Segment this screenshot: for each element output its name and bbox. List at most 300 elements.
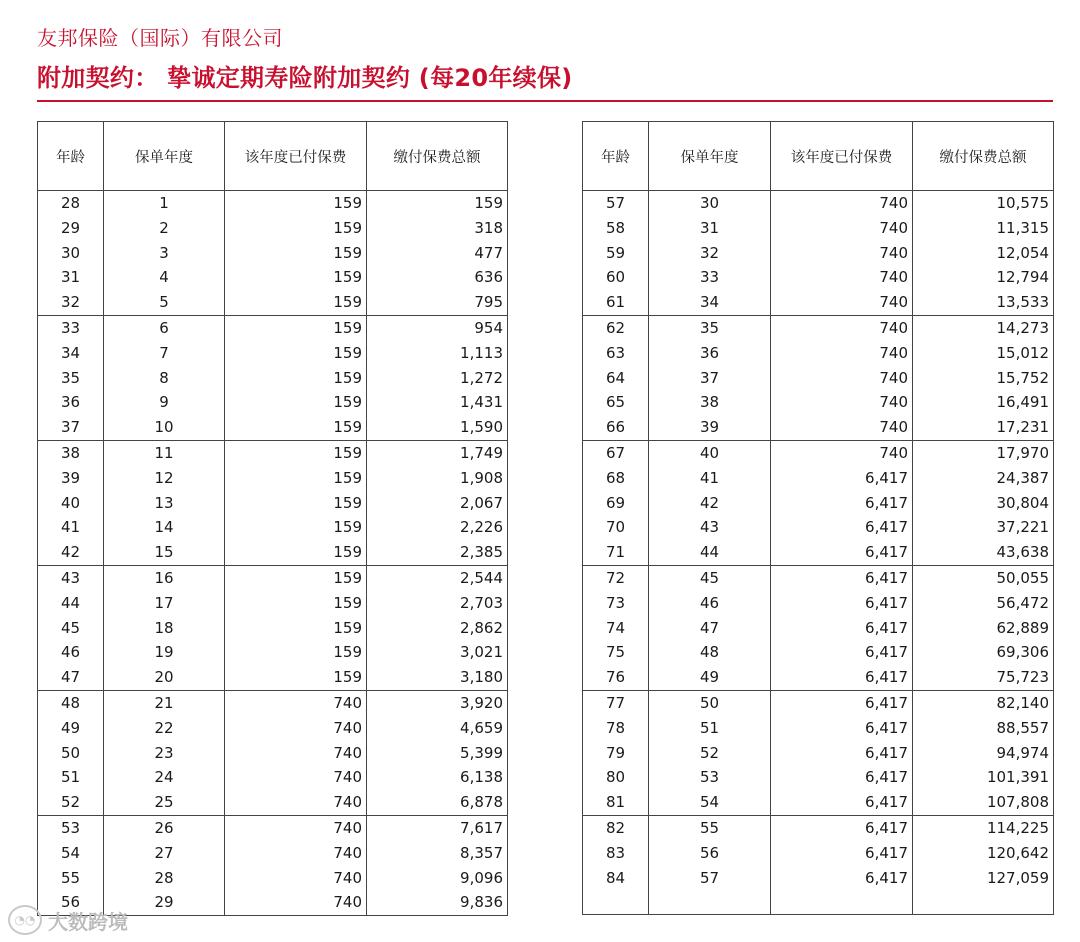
cell-age: 75 <box>583 640 649 665</box>
cell-policy-year: 39 <box>649 415 771 440</box>
table-row <box>583 616 1054 641</box>
table-row <box>583 765 1054 790</box>
cell-age: 66 <box>583 415 649 440</box>
cell-age: 31 <box>38 265 104 290</box>
cell-age: 57 <box>583 191 649 216</box>
cell-policy-year: 11 <box>104 440 225 465</box>
cell-total-premium: 2,703 <box>367 591 508 616</box>
cell-annual-premium: 740 <box>225 741 367 766</box>
cell-policy-year: 52 <box>649 741 771 766</box>
cell-annual-premium: 740 <box>771 415 913 440</box>
cell-total-premium: 1,431 <box>367 390 508 415</box>
cell-total-premium: 101,391 <box>913 765 1054 790</box>
cell-annual-premium: 740 <box>771 315 913 340</box>
cell-age: 42 <box>38 540 104 565</box>
table-row <box>38 841 508 866</box>
cell-age: 54 <box>38 841 104 866</box>
column-header-annual-premium: 该年度已付保费 <box>225 122 367 191</box>
table-row <box>38 565 508 590</box>
cell-annual-premium: 159 <box>225 390 367 415</box>
cell-total-premium: 12,054 <box>913 241 1054 266</box>
cell-annual-premium: 740 <box>771 366 913 391</box>
cell-policy-year: 9 <box>104 390 225 415</box>
cell-policy-year: 23 <box>104 741 225 766</box>
table-row <box>38 191 508 216</box>
cell-policy-year: 41 <box>649 466 771 491</box>
cell-annual-premium: 159 <box>225 540 367 565</box>
table-row <box>583 790 1054 815</box>
table-row <box>583 515 1054 540</box>
cell-annual-premium: 740 <box>225 866 367 891</box>
cell-annual-premium: 159 <box>225 565 367 590</box>
cell-annual-premium: 740 <box>771 290 913 315</box>
cell-policy-year: 33 <box>649 265 771 290</box>
cell-age: 79 <box>583 741 649 766</box>
table-row <box>38 765 508 790</box>
cell-annual-premium: 159 <box>225 665 367 690</box>
table-row <box>38 716 508 741</box>
table-row <box>38 591 508 616</box>
cell-policy-year: 19 <box>104 640 225 665</box>
cell-policy-year: 5 <box>104 290 225 315</box>
cell-age: 65 <box>583 390 649 415</box>
cell-age: 30 <box>38 241 104 266</box>
table-row <box>583 191 1054 216</box>
table-row <box>583 216 1054 241</box>
cell-policy-year: 2 <box>104 216 225 241</box>
cell-annual-premium: 159 <box>225 241 367 266</box>
cell-annual-premium: 6,417 <box>771 690 913 715</box>
cell-annual-premium: 6,417 <box>771 665 913 690</box>
cell-total-premium: 12,794 <box>913 265 1054 290</box>
cell-annual-premium: 6,417 <box>771 640 913 665</box>
table-row <box>583 841 1054 866</box>
cell-total-premium: 94,974 <box>913 741 1054 766</box>
cell-age: 29 <box>38 216 104 241</box>
column-header-total-premium: 缴付保费总额 <box>367 122 508 191</box>
table-row <box>583 716 1054 741</box>
cell-total-premium: 43,638 <box>913 540 1054 565</box>
table-row <box>583 565 1054 590</box>
cell-total-premium: 11,315 <box>913 216 1054 241</box>
cell-annual-premium: 740 <box>225 716 367 741</box>
cell-age: 67 <box>583 440 649 465</box>
table-row <box>38 366 508 391</box>
cell-age: 56 <box>38 890 104 915</box>
table-row <box>583 540 1054 565</box>
table-row <box>583 440 1054 465</box>
cell-annual-premium: 740 <box>225 841 367 866</box>
cell-total-premium: 159 <box>367 191 508 216</box>
premium-table-right <box>582 121 1054 915</box>
cell-age: 73 <box>583 591 649 616</box>
empty-cell <box>913 890 1054 915</box>
cell-total-premium: 2,544 <box>367 565 508 590</box>
cell-total-premium: 15,012 <box>913 341 1054 366</box>
cell-annual-premium: 740 <box>225 815 367 840</box>
cell-policy-year: 17 <box>104 591 225 616</box>
cell-annual-premium: 740 <box>225 765 367 790</box>
cell-annual-premium: 159 <box>225 491 367 516</box>
cell-policy-year: 57 <box>649 866 771 891</box>
table-filler-row <box>583 890 1054 915</box>
cell-annual-premium: 159 <box>225 616 367 641</box>
table-row <box>38 665 508 690</box>
cell-age: 51 <box>38 765 104 790</box>
cell-policy-year: 31 <box>649 216 771 241</box>
table-row <box>583 415 1054 440</box>
cell-annual-premium: 740 <box>771 241 913 266</box>
cell-age: 72 <box>583 565 649 590</box>
cell-age: 74 <box>583 616 649 641</box>
cell-annual-premium: 159 <box>225 315 367 340</box>
cell-total-premium: 14,273 <box>913 315 1054 340</box>
cell-annual-premium: 159 <box>225 290 367 315</box>
cell-age: 48 <box>38 690 104 715</box>
cell-total-premium: 2,385 <box>367 540 508 565</box>
cell-policy-year: 20 <box>104 665 225 690</box>
cell-annual-premium: 159 <box>225 640 367 665</box>
cell-annual-premium: 6,417 <box>771 716 913 741</box>
cell-annual-premium: 6,417 <box>771 565 913 590</box>
empty-cell <box>771 890 913 915</box>
cell-annual-premium: 740 <box>771 216 913 241</box>
cell-policy-year: 53 <box>649 765 771 790</box>
cell-policy-year: 16 <box>104 565 225 590</box>
empty-cell <box>583 890 649 915</box>
cell-age: 76 <box>583 665 649 690</box>
cell-annual-premium: 740 <box>771 191 913 216</box>
company-name: 友邦保险（国际）有限公司 <box>37 26 283 50</box>
table-row <box>38 216 508 241</box>
cell-age: 45 <box>38 616 104 641</box>
table-row <box>583 290 1054 315</box>
table-row <box>583 491 1054 516</box>
cell-policy-year: 44 <box>649 540 771 565</box>
cell-total-premium: 120,642 <box>913 841 1054 866</box>
table-row <box>583 241 1054 266</box>
cell-policy-year: 13 <box>104 491 225 516</box>
table-body-left <box>38 191 508 916</box>
cell-age: 52 <box>38 790 104 815</box>
cell-age: 59 <box>583 241 649 266</box>
column-header-age: 年龄 <box>38 122 104 191</box>
watermark-logo-icon: ◔◔ <box>8 905 42 935</box>
table-row <box>38 290 508 315</box>
table-row <box>583 591 1054 616</box>
cell-age: 46 <box>38 640 104 665</box>
cell-total-premium: 2,226 <box>367 515 508 540</box>
cell-age: 53 <box>38 815 104 840</box>
cell-annual-premium: 159 <box>225 591 367 616</box>
cell-age: 41 <box>38 515 104 540</box>
cell-policy-year: 51 <box>649 716 771 741</box>
cell-policy-year: 46 <box>649 591 771 616</box>
cell-total-premium: 50,055 <box>913 565 1054 590</box>
cell-policy-year: 55 <box>649 815 771 840</box>
cell-age: 81 <box>583 790 649 815</box>
cell-age: 34 <box>38 341 104 366</box>
cell-annual-premium: 740 <box>225 790 367 815</box>
cell-total-premium: 9,096 <box>367 866 508 891</box>
cell-annual-premium: 6,417 <box>771 765 913 790</box>
cell-total-premium: 2,067 <box>367 491 508 516</box>
column-header-total-premium: 缴付保费总额 <box>913 122 1054 191</box>
cell-annual-premium: 159 <box>225 191 367 216</box>
cell-age: 84 <box>583 866 649 891</box>
table-row <box>38 790 508 815</box>
cell-annual-premium: 159 <box>225 515 367 540</box>
cell-age: 47 <box>38 665 104 690</box>
cell-total-premium: 88,557 <box>913 716 1054 741</box>
cell-age: 38 <box>38 440 104 465</box>
cell-total-premium: 1,749 <box>367 440 508 465</box>
cell-policy-year: 50 <box>649 690 771 715</box>
cell-policy-year: 3 <box>104 241 225 266</box>
cell-annual-premium: 159 <box>225 265 367 290</box>
cell-annual-premium: 6,417 <box>771 790 913 815</box>
cell-annual-premium: 159 <box>225 216 367 241</box>
table-row <box>583 665 1054 690</box>
cell-policy-year: 32 <box>649 241 771 266</box>
cell-age: 32 <box>38 290 104 315</box>
cell-total-premium: 24,387 <box>913 466 1054 491</box>
table-row <box>583 390 1054 415</box>
cell-policy-year: 12 <box>104 466 225 491</box>
cell-annual-premium: 740 <box>771 390 913 415</box>
watermark <box>8 904 128 936</box>
premium-table-left <box>37 121 508 916</box>
cell-policy-year: 49 <box>649 665 771 690</box>
page-title: 附加契约： 挚诚定期寿险附加契约 (每20年续保) <box>37 64 573 92</box>
table-row <box>38 741 508 766</box>
cell-age: 50 <box>38 741 104 766</box>
cell-total-premium: 477 <box>367 241 508 266</box>
table-row <box>583 341 1054 366</box>
cell-age: 43 <box>38 565 104 590</box>
cell-total-premium: 7,617 <box>367 815 508 840</box>
cell-annual-premium: 740 <box>771 341 913 366</box>
cell-total-premium: 795 <box>367 290 508 315</box>
cell-annual-premium: 740 <box>225 890 367 915</box>
cell-policy-year: 35 <box>649 315 771 340</box>
table-row <box>38 690 508 715</box>
cell-age: 55 <box>38 866 104 891</box>
table-row <box>583 690 1054 715</box>
cell-policy-year: 14 <box>104 515 225 540</box>
table-row <box>38 540 508 565</box>
cell-annual-premium: 6,417 <box>771 815 913 840</box>
cell-total-premium: 1,590 <box>367 415 508 440</box>
cell-annual-premium: 6,417 <box>771 540 913 565</box>
cell-total-premium: 17,231 <box>913 415 1054 440</box>
cell-age: 49 <box>38 716 104 741</box>
table-row <box>38 341 508 366</box>
table-row <box>38 315 508 340</box>
table-row <box>38 616 508 641</box>
cell-total-premium: 62,889 <box>913 616 1054 641</box>
cell-policy-year: 38 <box>649 390 771 415</box>
cell-annual-premium: 6,417 <box>771 591 913 616</box>
cell-age: 71 <box>583 540 649 565</box>
cell-total-premium: 16,491 <box>913 390 1054 415</box>
cell-total-premium: 6,878 <box>367 790 508 815</box>
cell-age: 33 <box>38 315 104 340</box>
table-row <box>583 866 1054 891</box>
cell-total-premium: 10,575 <box>913 191 1054 216</box>
cell-annual-premium: 6,417 <box>771 491 913 516</box>
column-header-annual-premium: 该年度已付保费 <box>771 122 913 191</box>
cell-policy-year: 37 <box>649 366 771 391</box>
cell-total-premium: 3,180 <box>367 665 508 690</box>
cell-policy-year: 6 <box>104 315 225 340</box>
cell-policy-year: 22 <box>104 716 225 741</box>
cell-policy-year: 26 <box>104 815 225 840</box>
cell-total-premium: 318 <box>367 216 508 241</box>
table-row <box>38 415 508 440</box>
empty-cell <box>649 890 771 915</box>
cell-annual-premium: 6,417 <box>771 515 913 540</box>
cell-annual-premium: 6,417 <box>771 466 913 491</box>
cell-total-premium: 8,357 <box>367 841 508 866</box>
cell-age: 62 <box>583 315 649 340</box>
cell-policy-year: 10 <box>104 415 225 440</box>
cell-total-premium: 5,399 <box>367 741 508 766</box>
cell-total-premium: 6,138 <box>367 765 508 790</box>
table-row <box>38 466 508 491</box>
table-row <box>38 815 508 840</box>
cell-policy-year: 56 <box>649 841 771 866</box>
cell-policy-year: 54 <box>649 790 771 815</box>
table-header-row <box>583 122 1054 191</box>
cell-total-premium: 37,221 <box>913 515 1054 540</box>
cell-age: 77 <box>583 690 649 715</box>
cell-annual-premium: 6,417 <box>771 866 913 891</box>
cell-total-premium: 69,306 <box>913 640 1054 665</box>
cell-policy-year: 24 <box>104 765 225 790</box>
cell-age: 61 <box>583 290 649 315</box>
cell-total-premium: 127,059 <box>913 866 1054 891</box>
cell-annual-premium: 6,417 <box>771 741 913 766</box>
cell-age: 83 <box>583 841 649 866</box>
cell-age: 58 <box>583 216 649 241</box>
table-row <box>583 466 1054 491</box>
cell-age: 40 <box>38 491 104 516</box>
column-header-policy-year: 保单年度 <box>649 122 771 191</box>
cell-age: 37 <box>38 415 104 440</box>
cell-annual-premium: 159 <box>225 366 367 391</box>
cell-age: 64 <box>583 366 649 391</box>
column-header-age: 年龄 <box>583 122 649 191</box>
cell-total-premium: 13,533 <box>913 290 1054 315</box>
cell-total-premium: 17,970 <box>913 440 1054 465</box>
cell-age: 36 <box>38 390 104 415</box>
cell-policy-year: 29 <box>104 890 225 915</box>
cell-age: 70 <box>583 515 649 540</box>
table-row <box>583 366 1054 391</box>
table-header-row <box>38 122 508 191</box>
cell-policy-year: 28 <box>104 866 225 891</box>
cell-total-premium: 1,272 <box>367 366 508 391</box>
cell-policy-year: 43 <box>649 515 771 540</box>
cell-age: 35 <box>38 366 104 391</box>
cell-age: 69 <box>583 491 649 516</box>
cell-annual-premium: 159 <box>225 440 367 465</box>
table-row <box>583 741 1054 766</box>
cell-policy-year: 27 <box>104 841 225 866</box>
column-header-policy-year: 保单年度 <box>104 122 225 191</box>
title-divider <box>37 100 1053 102</box>
table-row <box>583 315 1054 340</box>
table-row <box>38 241 508 266</box>
cell-annual-premium: 740 <box>225 690 367 715</box>
table-row <box>38 390 508 415</box>
table-row <box>38 866 508 891</box>
cell-policy-year: 45 <box>649 565 771 590</box>
cell-annual-premium: 740 <box>771 265 913 290</box>
cell-total-premium: 82,140 <box>913 690 1054 715</box>
table-body-right <box>583 191 1054 915</box>
cell-age: 68 <box>583 466 649 491</box>
table-row <box>38 640 508 665</box>
cell-age: 44 <box>38 591 104 616</box>
cell-annual-premium: 159 <box>225 341 367 366</box>
table-row <box>583 640 1054 665</box>
cell-annual-premium: 6,417 <box>771 841 913 866</box>
cell-total-premium: 4,659 <box>367 716 508 741</box>
cell-policy-year: 30 <box>649 191 771 216</box>
cell-total-premium: 3,021 <box>367 640 508 665</box>
cell-age: 60 <box>583 265 649 290</box>
cell-policy-year: 48 <box>649 640 771 665</box>
cell-age: 28 <box>38 191 104 216</box>
cell-total-premium: 9,836 <box>367 890 508 915</box>
cell-age: 80 <box>583 765 649 790</box>
cell-total-premium: 2,862 <box>367 616 508 641</box>
table-row <box>38 265 508 290</box>
cell-age: 39 <box>38 466 104 491</box>
cell-policy-year: 7 <box>104 341 225 366</box>
cell-policy-year: 18 <box>104 616 225 641</box>
cell-age: 78 <box>583 716 649 741</box>
cell-total-premium: 15,752 <box>913 366 1054 391</box>
watermark-text: 大数跨境 <box>48 909 128 934</box>
cell-policy-year: 1 <box>104 191 225 216</box>
cell-total-premium: 56,472 <box>913 591 1054 616</box>
cell-age: 82 <box>583 815 649 840</box>
table-row <box>583 815 1054 840</box>
cell-age: 63 <box>583 341 649 366</box>
cell-policy-year: 8 <box>104 366 225 391</box>
cell-total-premium: 636 <box>367 265 508 290</box>
cell-annual-premium: 6,417 <box>771 616 913 641</box>
cell-total-premium: 75,723 <box>913 665 1054 690</box>
table-row <box>38 491 508 516</box>
cell-total-premium: 30,804 <box>913 491 1054 516</box>
cell-policy-year: 40 <box>649 440 771 465</box>
cell-policy-year: 15 <box>104 540 225 565</box>
table-row <box>38 440 508 465</box>
cell-total-premium: 3,920 <box>367 690 508 715</box>
cell-policy-year: 25 <box>104 790 225 815</box>
cell-policy-year: 42 <box>649 491 771 516</box>
cell-total-premium: 1,908 <box>367 466 508 491</box>
cell-annual-premium: 159 <box>225 466 367 491</box>
cell-annual-premium: 159 <box>225 415 367 440</box>
table-row <box>583 265 1054 290</box>
cell-policy-year: 4 <box>104 265 225 290</box>
cell-total-premium: 1,113 <box>367 341 508 366</box>
